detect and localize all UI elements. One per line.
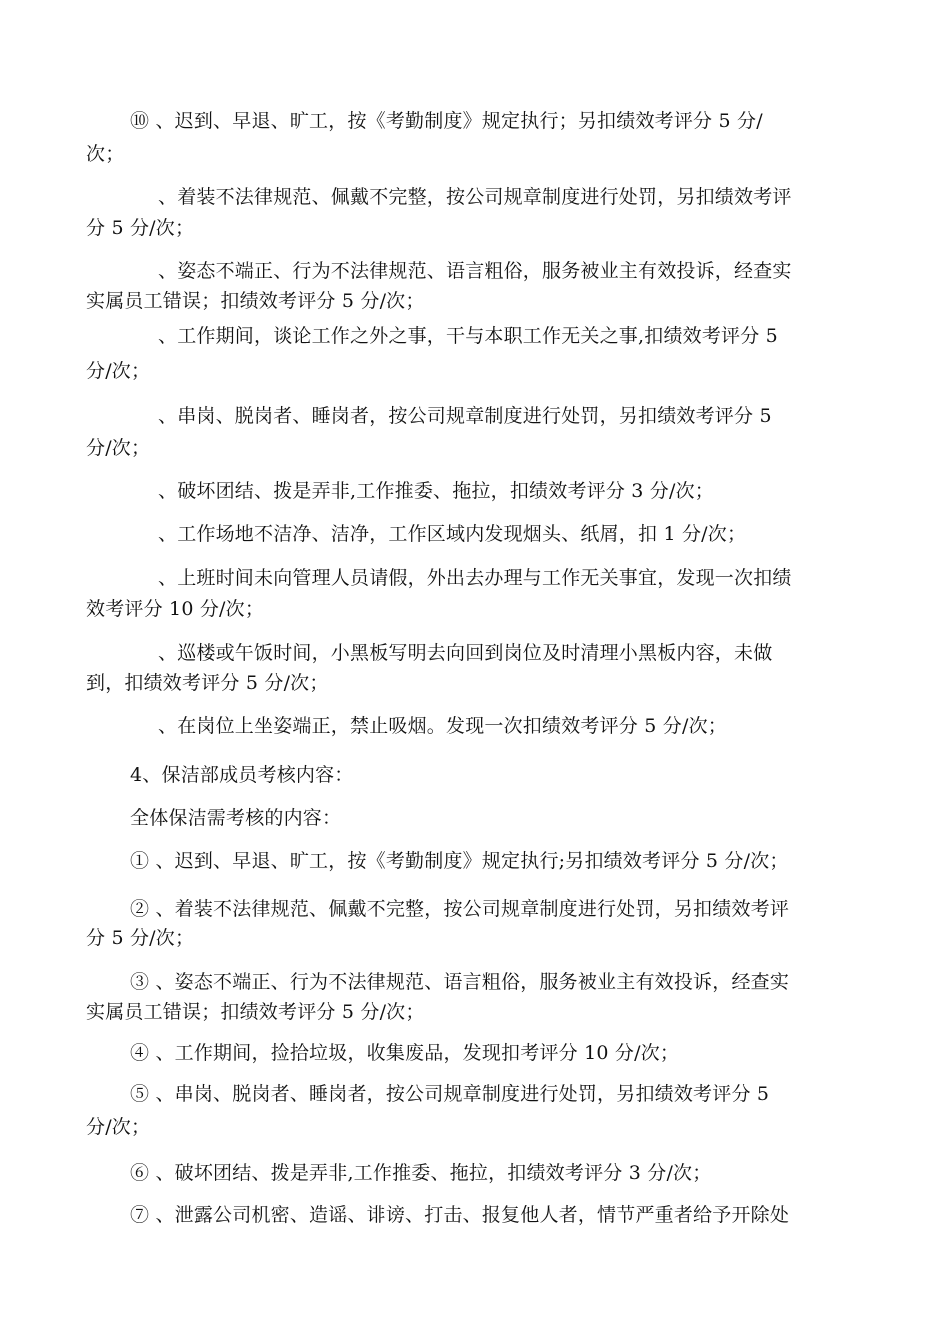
paragraph-line: 分/次； xyxy=(86,360,151,382)
paragraph-line: ① 、迟到、早退、旷工，按《考勤制度》规定执行;另扣绩效考评分 5 分/次； xyxy=(130,850,789,872)
paragraph-line: 分 5 分/次； xyxy=(86,927,195,949)
paragraph-line: ⑤ 、串岗、脱岗者、睡岗者，按公司规章制度进行处罚，另扣绩效考评分 5 xyxy=(130,1083,770,1105)
paragraph-line: 、着装不法律规范、佩戴不完整，按公司规章制度进行处罚，另扣绩效考评 xyxy=(158,186,792,208)
subsection-heading: 全体保洁需考核的内容： xyxy=(130,807,342,829)
paragraph-line: 、上班时间未向管理人员请假，外出去办理与工作无关事宜，发现一次扣绩 xyxy=(158,567,792,589)
paragraph-line: 次； xyxy=(86,143,125,165)
paragraph-line: ⑦ 、泄露公司机密、造谣、诽谤、打击、报复他人者，情节严重者给予开除处 xyxy=(130,1204,790,1226)
paragraph-line: 分/次； xyxy=(86,437,151,459)
paragraph-line: 、破坏团结、拨是弄非,工作推委、拖拉，扣绩效考评分 3 分/次； xyxy=(158,480,715,502)
paragraph-line: ② 、着装不法律规范、佩戴不完整，按公司规章制度进行处罚，另扣绩效考评 xyxy=(130,898,790,920)
paragraph-line: 、工作期间，谈论工作之外之事，干与本职工作无关之事,扣绩效考评分 5 xyxy=(158,325,778,347)
paragraph-line: 、串岗、脱岗者、睡岗者，按公司规章制度进行处罚，另扣绩效考评分 5 xyxy=(158,405,772,427)
section-heading: 4、保洁部成员考核内容： xyxy=(130,764,354,786)
paragraph-line: 分 5 分/次； xyxy=(86,217,195,239)
paragraph-line: 、姿态不端正、行为不法律规范、语言粗俗，服务被业主有效投诉，经查实 xyxy=(158,260,792,282)
paragraph-line: 、巡楼或午饭时间，小黑板写明去向回到岗位及时清理小黑板内容，未做 xyxy=(158,642,773,664)
paragraph-line: ⑩ 、迟到、早退、旷工，按《考勤制度》规定执行；另扣绩效考评分 5 分/ xyxy=(130,110,763,132)
paragraph-line: 、在岗位上坐姿端正，禁止吸烟。发现一次扣绩效考评分 5 分/次； xyxy=(158,715,727,737)
paragraph-line: ⑥ 、破坏团结、拨是弄非,工作推委、拖拉，扣绩效考评分 3 分/次； xyxy=(130,1162,712,1184)
paragraph-line: 分/次； xyxy=(86,1116,151,1138)
paragraph-line: ③ 、姿态不端正、行为不法律规范、语言粗俗，服务被业主有效投诉，经查实 xyxy=(130,971,790,993)
paragraph-line: 效考评分 10 分/次； xyxy=(86,598,265,620)
paragraph-line: ④ 、工作期间，捡拾垃圾，收集废品，发现扣考评分 10 分/次； xyxy=(130,1042,680,1064)
paragraph-line: 到，扣绩效考评分 5 分/次； xyxy=(86,672,329,694)
paragraph-line: 实属员工错误；扣绩效考评分 5 分/次； xyxy=(86,1001,425,1023)
paragraph-line: 、工作场地不洁净、洁净，工作区域内发现烟头、纸屑，扣 1 分/次； xyxy=(158,523,747,545)
paragraph-line: 实属员工错误；扣绩效考评分 5 分/次； xyxy=(86,290,425,312)
